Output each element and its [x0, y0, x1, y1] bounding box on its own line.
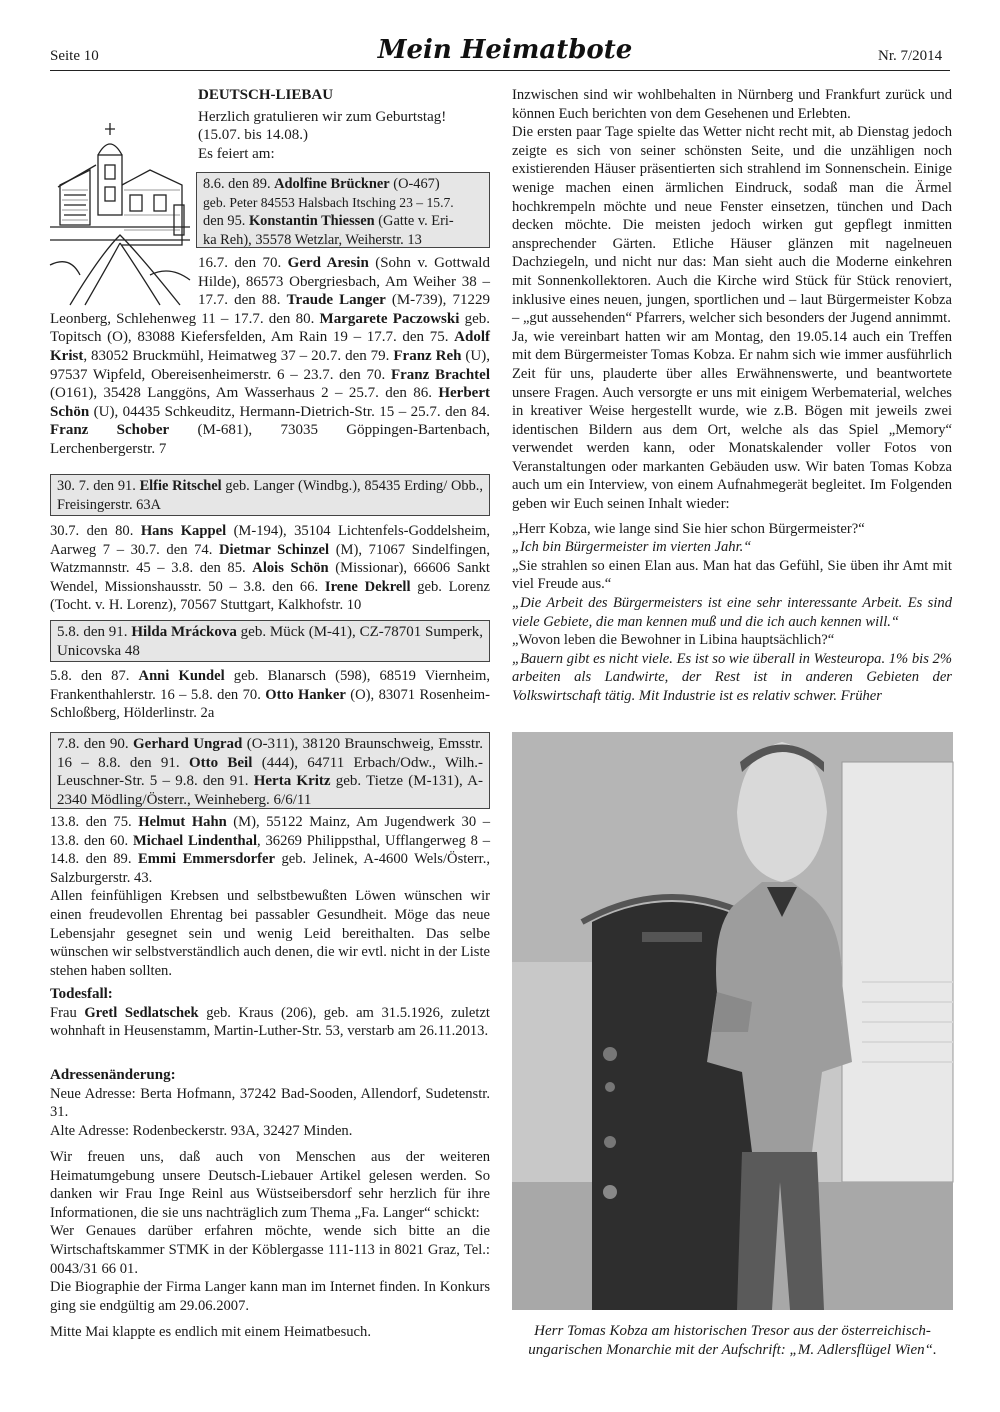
intro-line-3: Es feiert am:: [198, 145, 275, 162]
address-new: Neue Adresse: Berta Hofmann, 37242 Bad-Sooden, Allendorf, Sudetenstr. 31.: [50, 1085, 490, 1121]
intro-line-2: (15.07. bis 14.08.): [198, 127, 308, 144]
interview-a1: „Ich bin Bürgermeister im vierten Jahr.“: [512, 539, 752, 556]
contact-text: Wer Genaues darüber erfahren möchte, wende sich bitte an die Wirtschaftskammer STMK in der Köblergasse 111-113 in 8021 Graz, Tel.: 0043/31 66 01.: [50, 1223, 490, 1277]
visit-report: [512, 86, 952, 706]
birthday-box-2: 30. 7. den 91. Elfie Ritschel geb. Langer (Windbg.), 85435 Erding/ Obb., Freisingerstr. 63A: [50, 474, 490, 516]
birthday-box-3: 5.8. den 91. Hilda Mráckova geb. Mück (M-41), CZ-78701 Sumperk, Unicovska 48: [50, 620, 490, 662]
death-notice: Todesfall: Frau Gretl Sedlatschek geb. Kraus (206), geb. am 31.5.1926, zuletzt wohnhaft in Heusenstamm, Martin-Luther-Str. 53, verstarb am 26.11.2013.: [50, 986, 490, 1040]
thanks-section: [50, 1148, 490, 1342]
birthday-list-4: 13.8. den 75. Helmut Hahn (M), 55122 Mainz, Am Jugendwerk 30 – 13.8. den 60. Michael Lindenthal, 36269 Philippsthal, Ufflangerweg 8 – 14.8. den 89. Emmi Emmersdorfer geb. Jelinek, A-4600 Wels/Österr., Salzburgerstr. 43. Allen feinfühligen Krebsen und selbstbewußten Löwen wünschen wir einen freudevollen Ehrentag bei passabler Gesundheit. Möge das neue Lebensjahr gesegnet sein und wenig Leid bereithalten. Das selbe wünschen wir selbstverständlich auch denen, die wir evtl. nicht in der Liste stehen haben sollten.: [50, 814, 491, 979]
visit-text: Mitte Mai klappte es endlich mit einem Heimatbesuch.: [50, 1324, 371, 1341]
death-heading: Todesfall:: [50, 986, 113, 1002]
birthday-box-4: 7.8. den 90. Gerhard Ungrad (O-311), 38120 Braunschweig, Emsstr. 16 – 8.8. den 91. Otto Beil (444), 64711 Erbach/Odw., Wilh.-Leuschner-Str. 5 – 9.8. den 91. Herta Kritz geb. Tietze (M-131), A-2340 Mödling/Österr., Weinheberg. 6/6/11: [50, 732, 490, 809]
interview-q3: „Wovon leben die Bewohner in Libina hauptsächlich?“: [512, 632, 835, 649]
masthead-logo: [377, 28, 633, 72]
photo-caption: Herr Tomas Kobza am historischen Tresor aus der österreichisch-ungarischen Monarchie mit der Aufschrift: „M. Adlersflügel Wien“.: [528, 1323, 937, 1358]
issue-number: Nr. 7/2014: [878, 48, 943, 64]
birthday-list-3: 5.8. den 87. Anni Kundel geb. Blanarsch (598), 68519 Viernheim, Frankenthahlerstr. 16 – 5.8. den 70. Otto Hanker (O), 83071 Rosenheim-Schloßberg, Hölderlinstr. 2a: [50, 668, 490, 722]
birthday-list-1: 16.7. den 70. Gerd Aresin (Sohn v. Gottwald Hilde), 86573 Obergriesbach, Am Weiher 38 – 17.7. den 88. Traude Langer (M-739), 71229 Leonberg, Schlehenweg 11 – 17.7. den 80. Margarete Paczowski geb. Topitsch (O), 83088 Kiefersfelden, Am Rain 19 – 17.7. den 75. Adolf Krist, 83052 Bruckmühl, Heimatweg 37 – 20.7. den 79. Franz Reh (U), 97537 Wipfeld, Obereisenheimerstr. 6 – 23.7. den 70. Franz Brachtel (O161), 35428 Langgöns, Am Wasserhaus 2 – 25.7. den 86. Herbert Schön (U), 04435 Schkeuditz, Hermann-Dietrich-Str. 15 – 25.7. den 84. Franz Schober (M-681), 73035 Göppingen-Bartenbach, Lerchenbergerstr. 7: [50, 255, 491, 457]
report-p1: Inzwischen sind wir wohlbehalten in Nürnberg und Frankfurt zurück und können Euch berichten von dem Gesehenen und Erlebten.: [512, 87, 952, 122]
address-change: [50, 1066, 490, 1140]
wishes-text: Allen feinfühligen Krebsen und selbstbewußten Löwen wünschen wir einen freudevollen Ehrentag bei passabler Gesundheit. Möge das neue Lebensjahr gesegnet sein und wenig Leid bereithalten. Das selbe wünschen wir selbstverständlich auch denen, die wir evtl. nicht in der Liste stehen haben sollten.: [50, 888, 490, 979]
birthday-intro: [198, 86, 490, 163]
interview-a3: „Bauern gibt es nicht viele. Es ist so wie überall in Westeuropa. 1% bis 2% arbeiten als Landwirte, der Rest ist in anderen Gebieten der Volkswirtschaft tätig. Mit Industrie ist es relativ schwer. Früher: [512, 650, 952, 704]
interview-q2: „Sie strahlen so einen Elan aus. Man hat das Gefühl, Sie üben ihr Amt mit viel Freude aus.“: [512, 557, 952, 593]
interview-a2: „Die Arbeit des Bürgermeisters ist eine sehr interessante Arbeit. Es sind viele Gebiete, die man kennen muß und die ich auch kennen will.“: [512, 595, 952, 630]
address-old: Alte Adresse: Rodenbeckerstr. 93A, 32427 Minden.: [50, 1122, 353, 1139]
bio-text: Die Biographie der Firma Langer kann man im Internet finden. In Konkurs ging sie endgültig am 29.06.2007.: [50, 1279, 490, 1314]
intro-line-1: Herzlich gratulieren wir zum Geburtstag!: [198, 108, 447, 125]
report-p2: Die ersten paar Tage spielte das Wetter nicht recht mit, ab Dienstag jedoch zeigte es sich von seiner schönsten Seite, und die unzähligen noch existierenden Häuser präsentierten sich strahlend im Sonnenschein. Einige wenige machen einen ärmlichen Eindruck, sodaß man die Ärmel hochkrempeln möchte und neue Fenster einsetzen, tünchen und Dach decken möchte. Die meisten jedoch wirken gut gepflegt inmitten ansprechender Gärten. Etliche Häuser glänzen mit nagelneuen Dachziegeln, und nicht nur das: Man sieht auch die Moderne einkehren mit Sonnenkollektoren. Auch die Kirche wird Stück für Stück renoviert, inklusive eines neuen, jungen, sportlichen und – laut Bürgermeister Kobza – „gut aussehenden“ Pfarrers, welcher sich besonders der Jugend annimmt.: [512, 124, 952, 327]
section-title: DEUTSCH-LIEBAU: [198, 87, 334, 103]
masthead-text: Mein Heimatbote: [377, 35, 633, 65]
birthday-box-1: 8.6. den 89. Adolfine Brückner (O-467) geb. Peter 84553 Halsbach Itsching 23 – 15.7. den 95. Konstantin Thiessen (Gatte v. Eri- ka Reh), 35578 Wetzlar, Weiherstr. 13: [196, 172, 490, 248]
photo-mayor-with-safe: [512, 732, 953, 1310]
page-number: Seite 10: [50, 48, 99, 64]
thanks-text: Wir freuen uns, daß auch von Menschen aus der weiteren Heimatumgebung unsere Deutsch-Liebauer Artikel gelesen werden. So danken wir Frau Inge Reinl aus Wüstseibersdorf sehr herzlich für ihre Informationen, die sie uns nachträglich zum Thema „Fa. Langer“ schickt:: [50, 1149, 490, 1221]
address-heading: Adressenänderung:: [50, 1067, 176, 1083]
interview-q1: „Herr Kobza, wie lange sind Sie hier schon Bürgermeister?“: [512, 520, 865, 537]
report-p3: Ja, wie vereinbart hatten wir am Montag, den 19.05.14 auch ein Treffen mit dem Bürgermeister Tomas Kobza. Er nahm sich wie immer ausführlich Zeit für uns, plauderte über alles Erwähnenswerte, und beantwortete unsere Fragen. Auch versorgte er uns mit einigem Werbematerial, welches in kreativer Weise hergestellt wurde, wie z.B. Bögen mit jeweils zwei identischen Bildern aus dem Ort, welche als das Spiel „Memory“ verwendet werden kann, oder Monatskalender voller Fotos von Veranstaltungen oder markanten Gebäuden usw. Wir baten Tomas Kobza auch um ein Interview, von einem Aufnahmegerät begleitet. Im Folgenden geben wir Euch seinen Inhalt wieder:: [512, 328, 952, 513]
header-rule: [50, 70, 950, 71]
birthday-list-2: 30.7. den 80. Hans Kappel (M-194), 35104 Lichtenfels-Goddelsheim, Aarweg 7 – 30.7. den 74. Dietmar Schinzel (M), 71067 Sindelfingen, Watzmannstr. 45 – 3.8. den 85. Alois Schön (Missionar), 66606 Sankt Wendel, Missionshausstr. 50 – 3.8. den 66. Irene Dekrell geb. Lorenz (Tocht. v. H. Lorenz), 70567 Stuttgart, Kalkhofstr. 10: [50, 523, 490, 614]
